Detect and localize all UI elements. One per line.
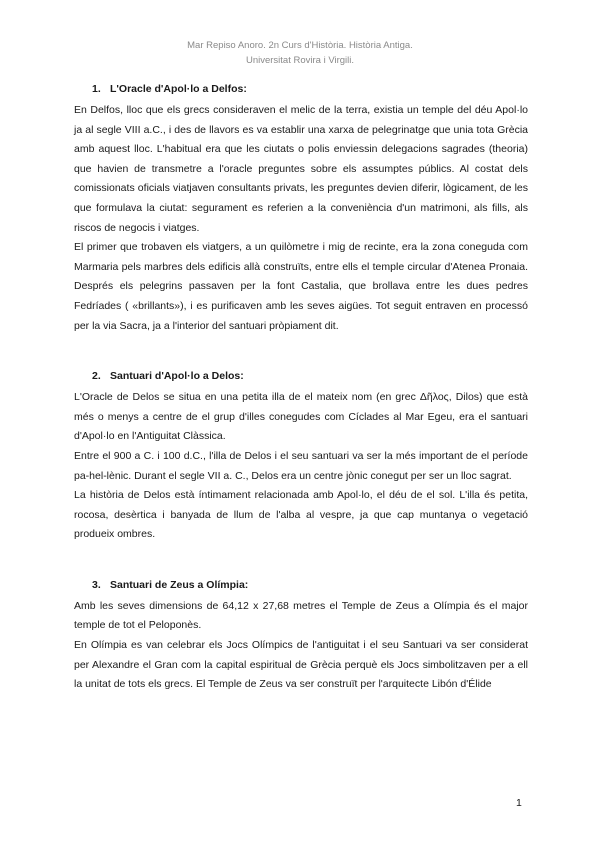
section-title: Santuari d'Apol·lo a Delos:	[110, 370, 244, 383]
paragraph: Amb les seves dimensions de 64,12 x 27,68 metres el Temple de Zeus a Olímpia és el major temple de tot el Peloponès.	[74, 599, 528, 632]
paragraph: Entre el 900 a C. i 100 d.C., l'illa de Delos i el seu santuari va ser la més important de el període pa-hel-lènic. Durant el segle VII a. C., Delos era un centre jònic conegut per ser un lloc sagrat.	[74, 449, 528, 482]
section-number: 2.	[92, 370, 101, 383]
section-heading	[92, 367, 528, 385]
paragraph: La història de Delos està íntimament relacionada amb Apol·lo, el déu de el sol. L'illa és petita, rocosa, desèrtica i banyada de llum de l'alba al vespre, ja que cap muntanya o vegetació produeix ombres.	[74, 489, 528, 541]
page-header	[0, 38, 600, 68]
section-title: L'Oracle d'Apol·lo a Delfos:	[110, 83, 247, 95]
section-number: 3.	[92, 578, 101, 591]
header-author-line: Mar Repiso Anoro. 2n Curs d'Història. Història Antiga.	[187, 40, 413, 51]
section-delfos	[74, 80, 528, 336]
paragraph: L'Oracle de Delos se situa en una petita illa de el mateix nom (en grec Δῆλος, Dilos) que està més o menys a centre de el grup d'illes conegudes com Cíclades al Mar Egeu, era el santuari d'Apol·lo en l'Antiguitat Clàssica.	[74, 391, 528, 443]
section-heading	[92, 576, 528, 594]
document-body	[74, 80, 528, 726]
header-university-line: Universitat Rovira i Virgili.	[245, 55, 355, 66]
paragraph: El primer que trobaven els viatgers, a un quilòmetre i mig de recinte, era la zona coneguda com Marmaria pels marbres dels edificis allà construïts, entre ells el temple circular d'Atenea Pronaia. Després els pelegrins passaven per la font Castalia, que brollava entre les dues pedres Fedríades ( «brillants»), i es purificaven amb les seves aigües. Tot seguit entraven en processó per la via Sacra, ja a l'interior del santuari pròpiament dit.	[74, 241, 528, 332]
section-delos	[74, 367, 528, 545]
paragraph: En Olímpia es van celebrar els Jocs Olímpics de l'antiguitat i el seu Santuari va ser considerat per Alexandre el Gran com la capital espiritual de Grècia perquè els Jocs simbolitzaven per a ell la unitat de tots els grecs. El Temple de Zeus va ser construït per l'arquitecte Libón d'Élide	[74, 639, 528, 691]
section-heading	[92, 80, 528, 98]
section-olimpia	[74, 576, 528, 695]
section-number: 1.	[92, 83, 101, 95]
paragraph: En Delfos, lloc que els grecs consideraven el melic de la terra, existia un temple del déu Apol·lo ja al segle VIII a.C., i des de llavors es va establir una xarxa de pelegrinatge que unia tota Grècia amb aquest lloc. L'habitual era que les ciutats o polis enviessin delegacions sagrades (theoria) que havien de transmetre a l'oracle preguntes sobre els assumptes públics. Al costat dels comissionats oficials viatjaven consultants privats, les preguntes devien diferir, lògicament, de les que formulava la ciutat: segurament es referien a la conveniència d'un matrimoni, als fills, als riscos de negocis i viatges.	[74, 104, 528, 234]
page-number: 1	[516, 797, 522, 809]
section-title: Santuari de Zeus a Olímpia:	[110, 578, 249, 591]
